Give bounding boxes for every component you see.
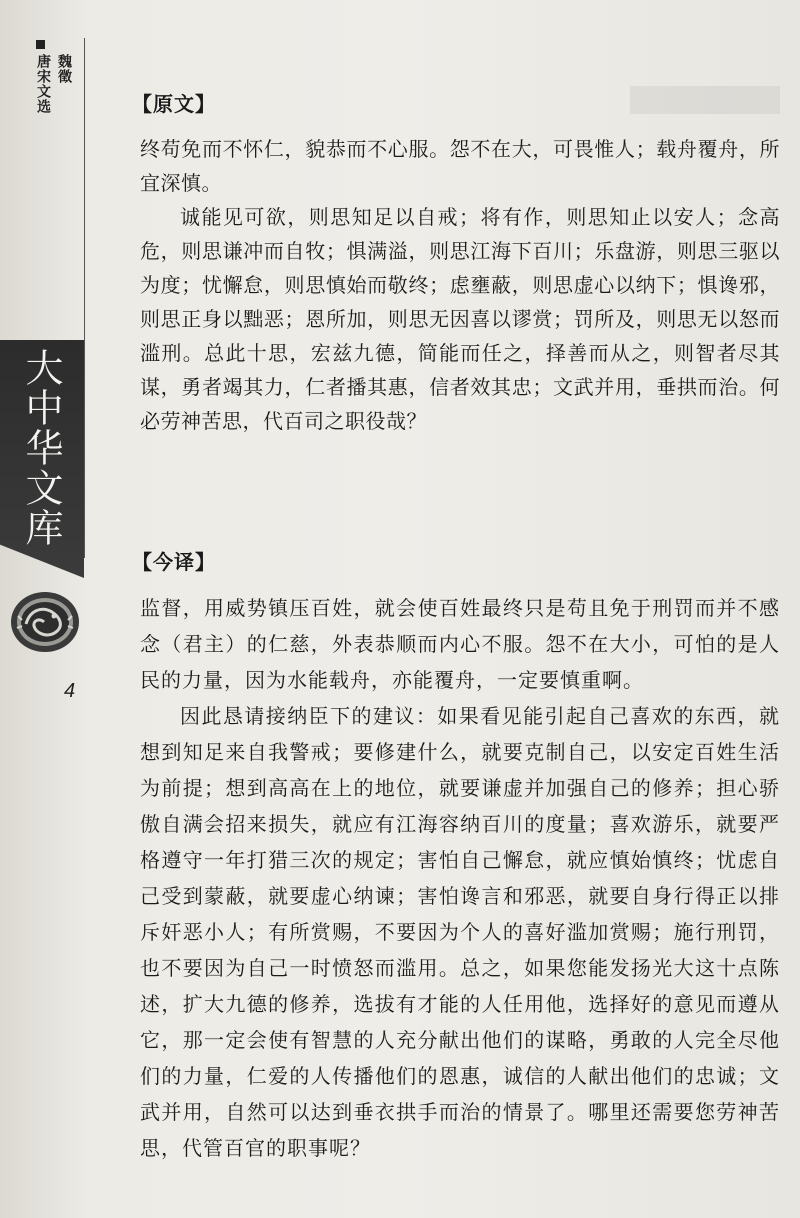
- show-through-box: [630, 86, 780, 114]
- collection-name: 唐宋文选: [35, 54, 51, 114]
- translation-paragraph-2: 因此恳请接纳臣下的建议：如果看见能引起自己喜欢的东西，就想到知足来自我警戒；要修建什么，就要克制自己，以安定百姓生活为前提；想到高高在上的地位，就要谦虚并加强自己的修养；担心骄傲自满会招来损失，就应有江海容纳百川的度量；喜欢游乐，就要严格遵守一年打猎三次的规定；害怕自己懈怠，就应慎始慎终；忧虑自己受到蒙蔽，就要虚心纳谏；害怕谗言和邪恶，就要自身行得正以排斥奸恶小人；有所赏赐，不要因为个人的喜好滥加赏赐；施行刑罚，也不要因为自己一时愤怒而滥用。总之，如果您能发扬光大这十点陈述，扩大九德的修养，选拔有才能的人任用他，选择好的意见而遵从它，那一定会使有智慧的人充分献出他们的谋略，勇敢的人完全尽他们的力量，仁爱的人传播他们的恩惠，诚信的人献出他们的忠诚；文武并用，自然可以达到垂衣拱手而治的情景了。哪里还需要您劳神苦思，代管百官的职事呢？: [140, 704, 780, 1160]
- original-paragraph-1: 终苟免而不怀仁，貌恭而不心服。怨不在大，可畏惟人；载舟覆舟，所宜深慎。: [140, 137, 780, 195]
- dragon-emblem-icon: [8, 590, 82, 654]
- library-title: 大中华文库: [19, 348, 63, 548]
- original-heading: 【原文】: [132, 92, 216, 116]
- author-name: 魏徵: [56, 54, 72, 84]
- page-number: 4: [64, 680, 76, 702]
- original-paragraph-2: 诚能见可欲，则思知足以自戒；将有作，则思知止以安人；念高危，则思谦冲而自牧；惧满溢，则思江海下百川；乐盘游，则思三驱以为度；忧懈怠，则思慎始而敬终；虑壅蔽，则思虚心以纳下；惧谗邪，则思正身以黜恶；恩所加，则思无因喜以谬赏；罚所及，则思无以怒而滥刑。总此十思，宏兹九德，简能而任之，择善而从之，则智者尽其谋，勇者竭其力，仁者播其惠，信者效其忠；文武并用，垂拱而治。何必劳神苦思，代百司之职役哉？: [140, 205, 780, 433]
- margin-rule: [84, 38, 85, 558]
- series-square-mark: [36, 40, 45, 49]
- translation-paragraph-1: 监督，用威势镇压百姓，就会使百姓最终只是苟且免于刑罚而并不感念（君主）的仁慈，外表恭顺而内心不服。怨不在大小，可怕的是人民的力量，因为水能载舟，亦能覆舟，一定要慎重啊。: [140, 596, 780, 692]
- translation-heading: 【今译】: [132, 550, 216, 574]
